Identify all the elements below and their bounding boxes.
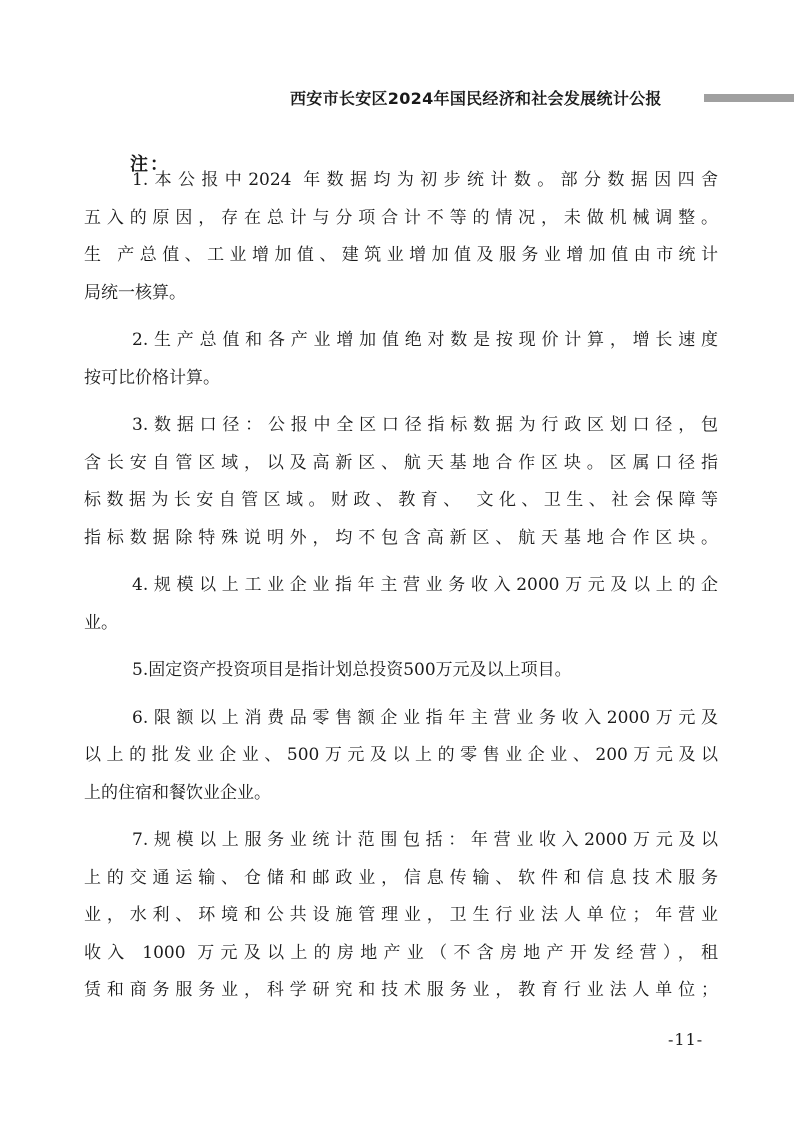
notes-body (84, 162, 718, 1020)
text-line: 3.数据口径：公报中全区口径指标数据为行政区划口径，包 (132, 415, 718, 435)
note-paragraph-2 (84, 322, 718, 397)
text-line: 上的住宿和餐饮业企业。 (84, 782, 271, 803)
text-line: 2.生产总值和各产业增加值绝对数是按现价计算，增长速度 (132, 330, 718, 350)
text-line: 5.固定资产投资项目是指计划总投资500万元及以上项目。 (132, 660, 572, 680)
text-line: 五入的原因，存在总计与分项合计不等的情况，未做机械调整。 (84, 207, 718, 228)
note-heading: 注： (130, 154, 170, 175)
text-line: 含长安自管区域，以及高新区、航天基地合作区块。区属口径指 (84, 452, 718, 473)
text-line: 生 产总值、工业增加值、建筑业增加值及服务业增加值由市统计 (84, 245, 718, 265)
note-paragraph-4 (84, 567, 718, 642)
text-line: 7.规模以上服务业统计范围包括：年营业收入2000万元及以 (132, 830, 718, 850)
note-paragraph-6 (84, 700, 718, 813)
text-line: 4.规模以上工业企业指年主营业务收入2000万元及以上的企 (132, 575, 718, 595)
text-line: 指标数据除特殊说明外，均不包含高新区、航天基地合作区块。 (84, 527, 718, 548)
page-number: -11- (668, 1030, 704, 1049)
text-line: 上的交通运输、仓储和邮政业，信息传输、软件和信息技术服务 (84, 867, 718, 888)
note-paragraph-7 (84, 822, 718, 1010)
note-paragraph-3 (84, 407, 718, 557)
text-line: 赁和商务服务业，科学研究和技术服务业，教育行业法人单位； (84, 980, 718, 1000)
text-line: 以上的批发业企业、500万元及以上的零售业企业、200万元及以 (84, 745, 718, 765)
text-line: 6.限额以上消费品零售额企业指年主营业务收入2000万元及 (132, 707, 718, 728)
text-line: 业，水利、环境和公共设施管理业，卫生行业法人单位；年营业 (84, 905, 718, 925)
running-header-title: 西安市长安区2024年国民经济和社会发展统计公报 (290, 89, 662, 108)
text-line: 按可比价格计算。 (84, 367, 220, 388)
note-paragraph-5 (84, 652, 718, 690)
note-paragraph-1 (84, 162, 718, 312)
header-decorative-bar (704, 94, 794, 102)
text-line: 业。 (84, 612, 118, 633)
text-line: 1.本公报中2024 年数据均为初步统计数。部分数据因四舍 (132, 170, 718, 190)
text-line: 收入 1000 万元及以上的房地产业（不含房地产开发经营），租 (84, 942, 718, 963)
text-line: 局统一核算。 (84, 282, 186, 303)
text-line: 标数据为长安自管区域。财政、教育、 文化、卫生、社会保障等 (84, 490, 718, 510)
